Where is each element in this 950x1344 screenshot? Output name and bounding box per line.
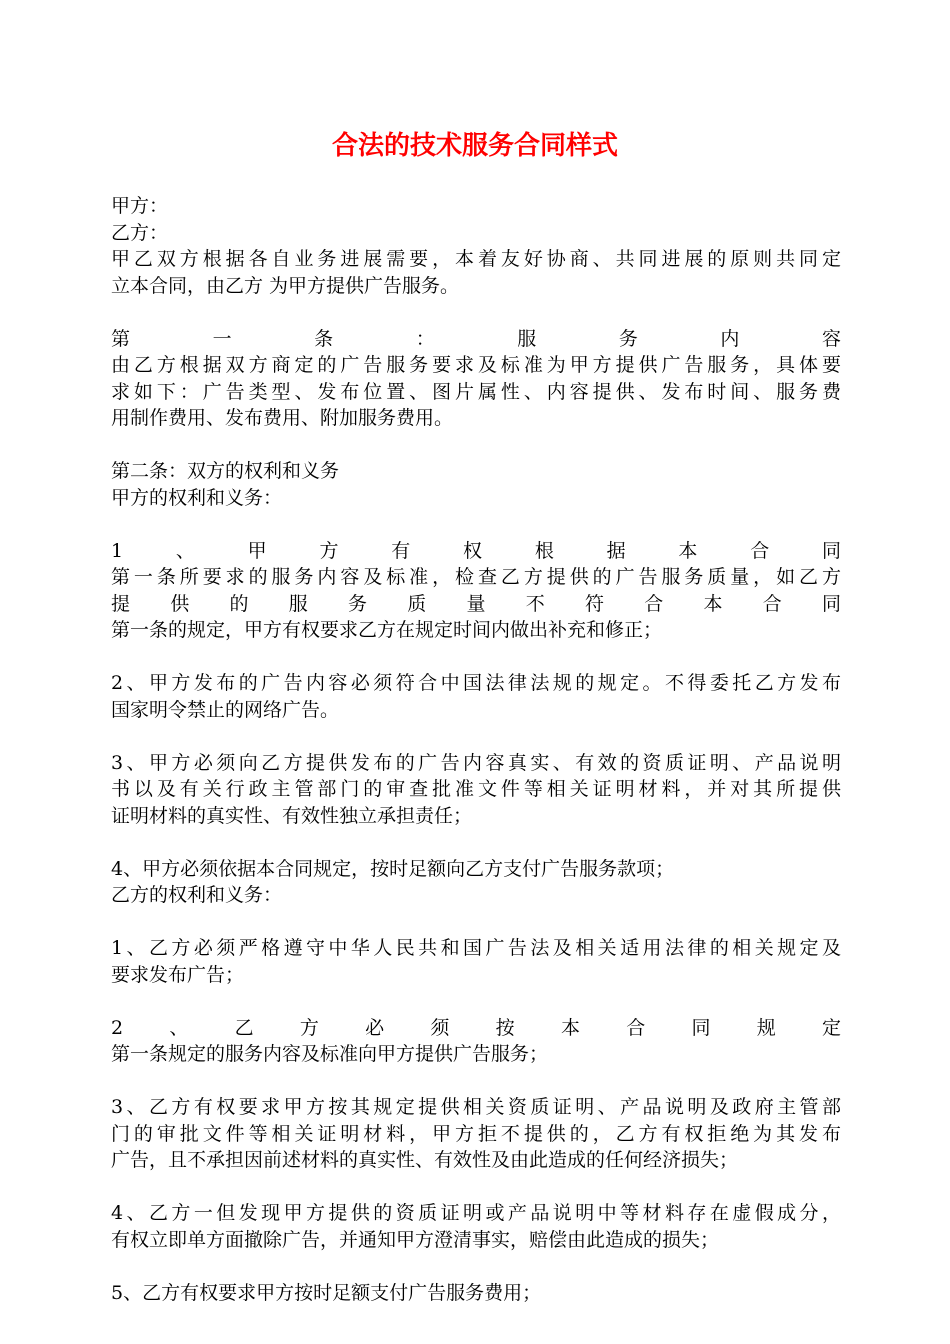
body-line: 有权立即单方面撤除广告，并通知甲方澄清事实，赔偿由此造成的损失；	[111, 1228, 720, 1251]
body-line: 书以及有关行政主管部门的审查批准文件等相关证明材料，并对其所提供	[111, 778, 841, 800]
body-line: 甲乙双方根据各自业务进展需要，本着友好协商、共同进展的原则共同定	[111, 248, 841, 270]
body-line: 由乙方根据双方商定的广告服务要求及标准为甲方提供广告服务，具体要	[111, 354, 841, 376]
body-line: 乙方：	[111, 221, 169, 244]
body-line: 1、甲方有权根据本合同	[111, 539, 841, 562]
body-line: 甲方：	[111, 195, 169, 217]
body-line: 提供的服务质量不符合本合同	[111, 592, 841, 615]
blank-line	[111, 432, 841, 459]
blank-line	[111, 1174, 841, 1201]
document-body	[111, 193, 841, 1306]
body-line: 国家明令禁止的网络广告。	[111, 698, 340, 721]
body-line: 第二条：双方的权利和义务	[111, 460, 340, 482]
body-line: 立本合同，由乙方 为甲方提供广告服务。	[111, 274, 460, 297]
body-line: 3、甲方必须向乙方提供发布的广告内容真实、有效的资质证明、产品说明	[111, 751, 841, 774]
body-line: 第一条的规定，甲方有权要求乙方在规定时间内做出补充和修正；	[111, 619, 663, 641]
document-title: 合法的技术服务合同样式	[331, 131, 618, 161]
body-line: 乙方的权利和义务：	[111, 884, 283, 906]
body-line: 3、乙方有权要求甲方按其规定提供相关资质证明、产品说明及政府主管部	[111, 1096, 841, 1118]
body-line: 4、乙方一但发现甲方提供的资质证明或产品说明中等材料存在虚假成分，	[111, 1202, 841, 1224]
blank-line	[111, 829, 841, 856]
body-line: 用制作费用、发布费用、附加服务费用。	[111, 407, 454, 429]
body-line: 1、乙方必须严格遵守中华人民共和国广告法及相关适用法律的相关规定及	[111, 937, 841, 959]
blank-line	[111, 1068, 841, 1095]
body-line: 第一条规定的服务内容及标准向甲方提供广告服务；	[111, 1043, 549, 1065]
blank-line	[111, 988, 841, 1015]
body-line: 第一条所要求的服务内容及标准，检查乙方提供的广告服务质量，如乙方	[111, 566, 841, 588]
body-line: 甲方的权利和义务：	[111, 486, 283, 509]
blank-line	[111, 909, 841, 936]
body-line: 要求发布广告；	[111, 963, 245, 986]
blank-line	[111, 1253, 841, 1280]
body-line: 2、甲方发布的广告内容必须符合中国法律法规的规定。不得委托乙方发布	[111, 672, 841, 694]
blank-line	[111, 511, 841, 538]
body-line: 求如下：广告类型、发布位置、图片属性、内容提供、发布时间、服务费	[111, 380, 841, 403]
blank-line	[111, 723, 841, 750]
body-line: 门的审批文件等相关证明材料，甲方拒不提供的，乙方有权拒绝为其发布	[111, 1122, 841, 1145]
body-line: 2、乙方必须按本合同规定	[111, 1016, 841, 1039]
body-line: 5、乙方有权要求甲方按时足额支付广告服务费用；	[111, 1281, 542, 1304]
body-line: 第一条：服务内容	[111, 327, 841, 350]
body-line: 4、甲方必须依据本合同规定，按时足额向乙方支付广告服务款项；	[111, 857, 675, 880]
blank-line	[111, 644, 841, 671]
body-line: 广告，且不承担因前述材料的真实性、有效性及由此造成的任何经济损失；	[111, 1149, 739, 1171]
blank-line	[111, 299, 841, 326]
body-line: 证明材料的真实性、有效性独立承担责任；	[111, 804, 473, 827]
